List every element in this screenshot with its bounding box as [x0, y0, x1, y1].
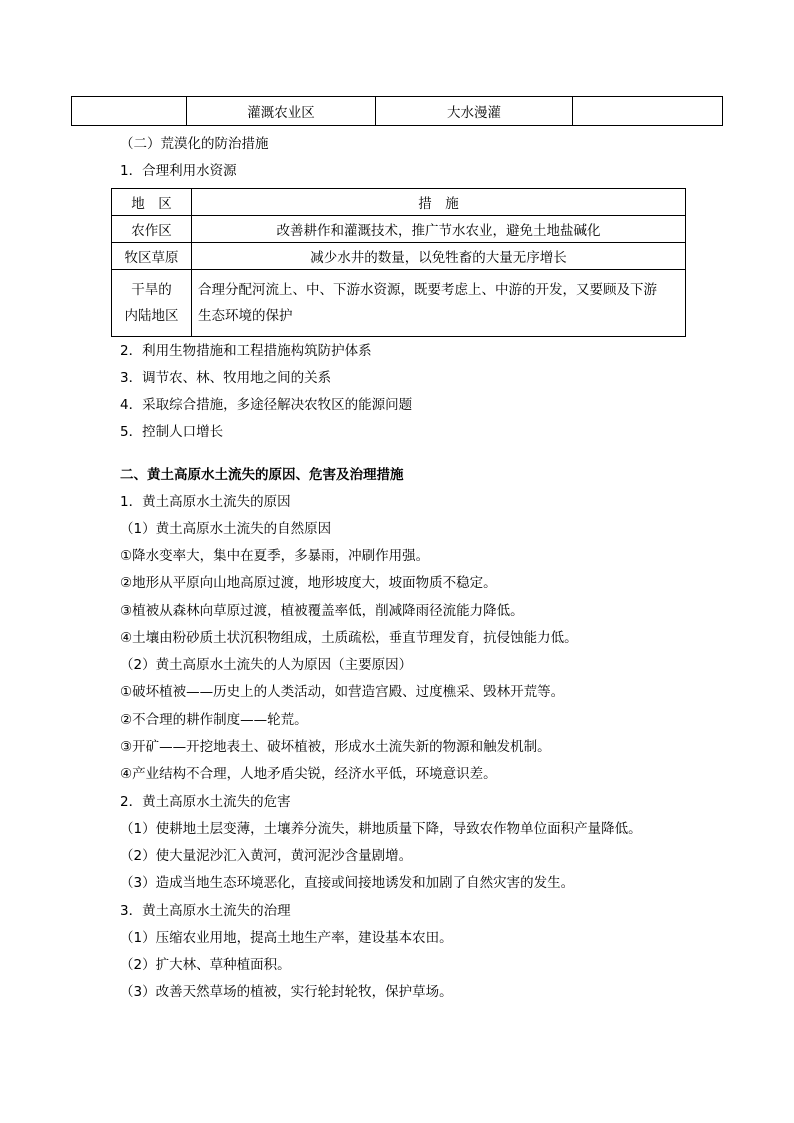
measure-line: 合理分配河流上、中、下游水资源，既要考虑上、中游的开发，又要顾及下游 — [198, 282, 657, 298]
list-item: 5．控制人口增长 — [120, 424, 224, 440]
table-cell-measure — [192, 270, 686, 337]
table-cell-region — [112, 270, 192, 337]
region-line: 干旱的 — [131, 282, 172, 298]
table-cell-measure: 减少水井的数量，以免牲畜的大量无序增长 — [192, 243, 686, 270]
table-cell-region: 农作区 — [112, 216, 192, 243]
list-item: ②地形从平原向山地高原过渡，地形坡度大，坡面物质不稳定。 — [120, 575, 497, 591]
top-table-cell: 灌溉农业区 — [187, 97, 376, 126]
list-item: 2．利用生物措施和工程措施构筑防护体系 — [120, 343, 372, 359]
list-item: ④土壤由粉砂质土状沉积物组成，土质疏松，垂直节理发育，抗侵蚀能力低。 — [120, 630, 578, 646]
list-item: （2）黄土高原水土流失的人为原因（主要原因） — [120, 657, 413, 673]
list-item: 3．黄土高原水土流失的治理 — [120, 903, 291, 919]
list-item: （1）黄土高原水土流失的自然原因 — [120, 521, 332, 537]
list-item: ③植被从森林向草原过渡，植被覆盖率低，削减降雨径流能力降低。 — [120, 603, 524, 619]
list-item: ④产业结构不合理，人地矛盾尖锐，经济水平低，环境意识差。 — [120, 766, 497, 782]
list-item: ①降水变率大，集中在夏季，多暴雨，冲刷作用强。 — [120, 548, 430, 564]
measures-table — [111, 188, 686, 337]
list-item: ②不合理的耕作制度——轮荒。 — [120, 712, 308, 728]
list-item: （2）使大量泥沙汇入黄河，黄河泥沙含量剧增。 — [120, 848, 413, 864]
table-row — [112, 243, 686, 270]
top-table — [71, 96, 723, 126]
table-header-cell: 措 施 — [192, 189, 686, 216]
list-item: （2）扩大林、草种植面积。 — [120, 957, 291, 973]
list-item: （3）造成当地生态环境恶化，直接或间接地诱发和加剧了自然灾害的发生。 — [120, 875, 575, 891]
list-item: 3．调节农、林、牧用地之间的关系 — [120, 370, 332, 386]
table-header-cell: 地 区 — [112, 189, 192, 216]
list-item: 1．黄土高原水土流失的原因 — [120, 494, 291, 510]
list-item: （1）压缩农业用地，提高土地生产率，建设基本农田。 — [120, 930, 453, 946]
list-item: 4．采取综合措施，多途径解决农牧区的能源问题 — [120, 397, 413, 413]
list-item: （1）使耕地土层变薄，土壤养分流失，耕地质量下降，导致农作物单位面积产量降低。 — [120, 821, 642, 837]
top-table-cell — [72, 97, 187, 126]
table-cell-region: 牧区草原 — [112, 243, 192, 270]
table-row — [112, 270, 686, 337]
top-table-cell: 大水漫灌 — [376, 97, 573, 126]
list-item: ①破坏植被——历史上的人类活动，如营造宫殿、过度樵采、毁林开荒等。 — [120, 684, 565, 700]
list-item: 1．合理利用水资源 — [120, 163, 237, 179]
section-heading: （二）荒漠化的防治措施 — [120, 136, 269, 152]
measure-line: 生态环境的保护 — [198, 308, 293, 324]
table-cell-measure: 改善耕作和灌溉技术，推广节水农业，避免土地盐碱化 — [192, 216, 686, 243]
section-heading: 二、黄土高原水土流失的原因、危害及治理措施 — [120, 467, 404, 483]
table-row — [112, 216, 686, 243]
top-table-cell — [573, 97, 723, 126]
region-line: 内陆地区 — [124, 308, 179, 324]
list-item: ③开矿——开挖地表土、破坏植被，形成水土流失新的物源和触发机制。 — [120, 739, 551, 755]
list-item: （3）改善天然草场的植被，实行轮封轮牧，保护草场。 — [120, 984, 453, 1000]
list-item: 2．黄土高原水土流失的危害 — [120, 794, 291, 810]
